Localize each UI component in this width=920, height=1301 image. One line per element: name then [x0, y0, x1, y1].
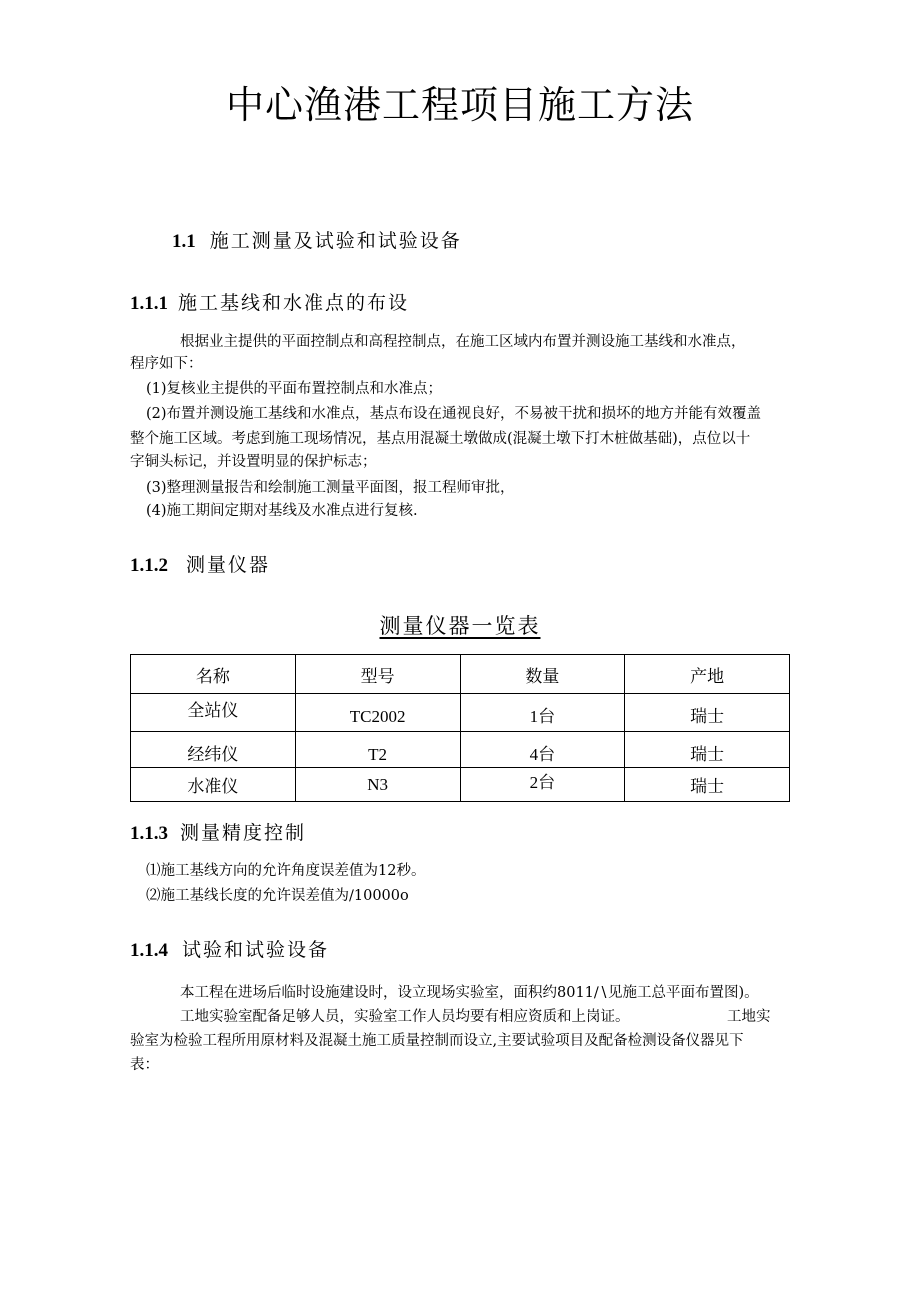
table-title: 测量仪器一览表: [379, 614, 541, 638]
section-number: 1.1: [172, 231, 196, 252]
cell-model: T2: [295, 732, 460, 768]
paragraph-line: 工地实: [727, 1009, 771, 1025]
document-title: 中心渔港工程项目施工方法: [225, 83, 694, 127]
list-item: (1)复核业主提供的平面布置控制点和水准点；: [146, 381, 443, 397]
list-item: (4)施工期间定期对基线及水准点进行复核.: [146, 503, 418, 519]
section-1-1-3-heading: [130, 818, 306, 845]
section-title: 施工测量及试验和试验设备: [209, 230, 462, 252]
section-number: 1.1.3: [130, 823, 168, 844]
cell-name: 经纬仪: [131, 732, 296, 768]
paragraph-line: 整个施工区域。考虑到施工现场情况，基点用混凝土墩做成(混凝土墩下打木桩做基础)，点位以十: [130, 431, 751, 447]
paragraph-line: 验室为检验工程所用原材料及混凝土施工质量控制而设立,主要试验项目及配备检测设备仪器见下: [130, 1033, 744, 1049]
cell-origin: 瑞士: [625, 694, 790, 732]
cell-origin: 瑞士: [625, 768, 790, 802]
paragraph-line: 工地实验室配备足够人员，实验室工作人员均要有相应资质和上岗证。: [180, 1009, 630, 1025]
table-header-row: [131, 655, 790, 694]
cell-model: TC2002: [295, 694, 460, 732]
list-item: ⑵施工基线长度的允许误差值为∕10000o: [146, 888, 409, 904]
header-origin: 产地: [625, 655, 790, 694]
section-1-1-heading: [172, 226, 462, 253]
paragraph-line: 程序如下：: [130, 356, 203, 372]
paragraph-line: 表：: [130, 1057, 159, 1073]
section-number: 1.1.2: [130, 555, 168, 576]
cell-quantity: 2台: [460, 768, 625, 802]
cell-quantity: 4台: [460, 732, 625, 768]
cell-model: N3: [295, 768, 460, 802]
paragraph-line: 字铜头标记，并设置明显的保护标志；: [130, 454, 377, 470]
table-row: [131, 768, 790, 802]
paragraph-line: 本工程在进场后临时设施建设时，设立现场实验室，面积约8011∕∖见施工总平面布置图)。: [180, 985, 759, 1001]
section-1-1-4-heading: [130, 935, 329, 962]
list-item: ⑴施工基线方向的允许角度误差值为12秒。: [146, 863, 426, 879]
table-row: [131, 694, 790, 732]
section-title: 测量精度控制: [180, 822, 307, 844]
section-1-1-2-heading: [130, 550, 270, 577]
section-1-1-1-heading: [130, 288, 409, 315]
header-model: 型号: [295, 655, 460, 694]
header-name: 名称: [131, 655, 296, 694]
cell-origin: 瑞士: [625, 732, 790, 768]
header-quantity: 数量: [460, 655, 625, 694]
cell-name: 全站仪: [131, 694, 296, 732]
paragraph-line: 根据业主提供的平面控制点和高程控制点，在施工区域内布置并测设施工基线和水准点，: [180, 334, 746, 350]
section-number: 1.1.1: [130, 293, 168, 314]
instrument-table: [130, 654, 790, 802]
cell-quantity: 1台: [460, 694, 625, 732]
table-row: [131, 732, 790, 768]
section-title: 试验和试验设备: [182, 939, 330, 961]
cell-name: 水准仪: [131, 768, 296, 802]
section-number: 1.1.4: [130, 940, 168, 961]
list-item: (2)布置并测设施工基线和水准点，基点布设在通视良好，不易被干扰和损坏的地方并能有效覆盖: [146, 406, 762, 422]
list-item: (3)整理测量报告和绘制施工测量平面图，报工程师审批，: [146, 480, 515, 496]
section-title: 测量仪器: [186, 554, 271, 576]
section-title: 施工基线和水准点的布设: [178, 292, 410, 314]
